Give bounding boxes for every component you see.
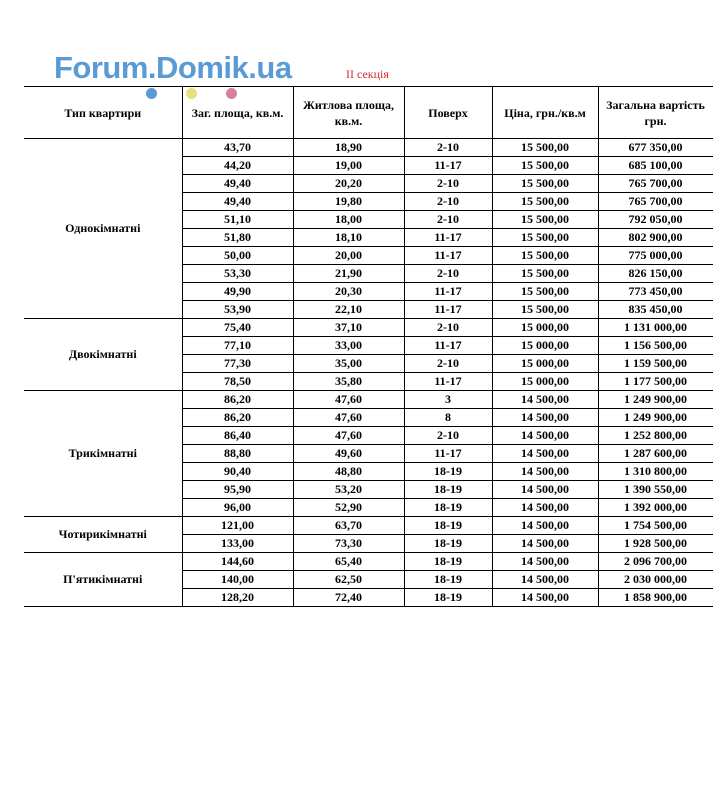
total-cost-cell: 1 858 900,00 xyxy=(598,589,713,607)
apartment-type-cell: П'ятикімнатні xyxy=(24,553,182,607)
total-area-cell: 144,60 xyxy=(182,553,293,571)
floor-cell: 18-19 xyxy=(404,499,492,517)
floor-cell: 2-10 xyxy=(404,319,492,337)
total-area-cell: 121,00 xyxy=(182,517,293,535)
table-body xyxy=(24,139,713,607)
living-area-cell: 62,50 xyxy=(293,571,404,589)
living-area-cell: 47,60 xyxy=(293,391,404,409)
floor-cell: 2-10 xyxy=(404,175,492,193)
column-header-total-area: Заг. площа, кв.м. xyxy=(182,87,293,139)
price-cell: 14 500,00 xyxy=(492,391,598,409)
site-logo: Forum.Domik.ua xyxy=(54,50,292,85)
living-area-cell: 53,20 xyxy=(293,481,404,499)
total-cost-cell: 677 350,00 xyxy=(598,139,713,157)
price-cell: 14 500,00 xyxy=(492,499,598,517)
total-area-cell: 95,90 xyxy=(182,481,293,499)
total-area-cell: 96,00 xyxy=(182,499,293,517)
floor-cell: 18-19 xyxy=(404,481,492,499)
total-cost-cell: 1 392 000,00 xyxy=(598,499,713,517)
price-cell: 14 500,00 xyxy=(492,445,598,463)
total-area-cell: 53,30 xyxy=(182,265,293,283)
floor-cell: 11-17 xyxy=(404,157,492,175)
total-cost-cell: 792 050,00 xyxy=(598,211,713,229)
price-cell: 14 500,00 xyxy=(492,589,598,607)
total-area-cell: 43,70 xyxy=(182,139,293,157)
total-cost-cell: 2 030 000,00 xyxy=(598,571,713,589)
price-cell: 14 500,00 xyxy=(492,427,598,445)
total-cost-cell: 1 928 500,00 xyxy=(598,535,713,553)
total-area-cell: 86,20 xyxy=(182,409,293,427)
price-cell: 15 500,00 xyxy=(492,247,598,265)
total-cost-cell: 1 156 500,00 xyxy=(598,337,713,355)
table-row xyxy=(24,319,713,337)
apartment-type-cell: Чотирикімнатні xyxy=(24,517,182,553)
floor-cell: 18-19 xyxy=(404,463,492,481)
living-area-cell: 35,80 xyxy=(293,373,404,391)
apartment-type-cell: Двокімнатні xyxy=(24,319,182,391)
price-cell: 14 500,00 xyxy=(492,463,598,481)
floor-cell: 2-10 xyxy=(404,265,492,283)
total-cost-cell: 1 159 500,00 xyxy=(598,355,713,373)
living-area-cell: 19,80 xyxy=(293,193,404,211)
living-area-cell: 20,00 xyxy=(293,247,404,265)
total-cost-cell: 1 131 000,00 xyxy=(598,319,713,337)
column-header-total-cost: Загальна вартість грн. xyxy=(598,87,713,139)
total-cost-cell: 773 450,00 xyxy=(598,283,713,301)
living-area-cell: 21,90 xyxy=(293,265,404,283)
total-cost-cell: 1 390 550,00 xyxy=(598,481,713,499)
price-cell: 15 500,00 xyxy=(492,283,598,301)
floor-cell: 18-19 xyxy=(404,535,492,553)
price-cell: 15 500,00 xyxy=(492,193,598,211)
total-area-cell: 49,40 xyxy=(182,193,293,211)
total-cost-cell: 1 252 800,00 xyxy=(598,427,713,445)
living-area-cell: 18,10 xyxy=(293,229,404,247)
price-cell: 15 500,00 xyxy=(492,211,598,229)
total-area-cell: 88,80 xyxy=(182,445,293,463)
floor-cell: 3 xyxy=(404,391,492,409)
total-area-cell: 90,40 xyxy=(182,463,293,481)
total-cost-cell: 765 700,00 xyxy=(598,175,713,193)
living-area-cell: 47,60 xyxy=(293,427,404,445)
column-header-living-area: Житлова площа, кв.м. xyxy=(293,87,404,139)
price-cell: 15 500,00 xyxy=(492,139,598,157)
total-cost-cell: 1 754 500,00 xyxy=(598,517,713,535)
floor-cell: 18-19 xyxy=(404,553,492,571)
apartment-type-cell: Однокімнатні xyxy=(24,139,182,319)
floor-cell: 11-17 xyxy=(404,229,492,247)
total-cost-cell: 685 100,00 xyxy=(598,157,713,175)
total-area-cell: 75,40 xyxy=(182,319,293,337)
total-cost-cell: 802 900,00 xyxy=(598,229,713,247)
living-area-cell: 37,10 xyxy=(293,319,404,337)
living-area-cell: 22,10 xyxy=(293,301,404,319)
total-area-cell: 49,40 xyxy=(182,175,293,193)
total-area-cell: 78,50 xyxy=(182,373,293,391)
floor-cell: 11-17 xyxy=(404,247,492,265)
price-cell: 15 000,00 xyxy=(492,319,598,337)
living-area-cell: 20,30 xyxy=(293,283,404,301)
floor-cell: 2-10 xyxy=(404,193,492,211)
living-area-cell: 18,90 xyxy=(293,139,404,157)
price-cell: 15 000,00 xyxy=(492,355,598,373)
total-cost-cell: 775 000,00 xyxy=(598,247,713,265)
total-cost-cell: 826 150,00 xyxy=(598,265,713,283)
total-area-cell: 128,20 xyxy=(182,589,293,607)
total-area-cell: 49,90 xyxy=(182,283,293,301)
column-header-price: Ціна, грн./кв.м xyxy=(492,87,598,139)
floor-cell: 11-17 xyxy=(404,445,492,463)
price-cell: 14 500,00 xyxy=(492,535,598,553)
total-cost-cell: 1 177 500,00 xyxy=(598,373,713,391)
living-area-cell: 63,70 xyxy=(293,517,404,535)
floor-cell: 18-19 xyxy=(404,517,492,535)
living-area-cell: 48,80 xyxy=(293,463,404,481)
price-cell: 14 500,00 xyxy=(492,409,598,427)
living-area-cell: 18,00 xyxy=(293,211,404,229)
floor-cell: 11-17 xyxy=(404,283,492,301)
floor-cell: 11-17 xyxy=(404,337,492,355)
living-area-cell: 19,00 xyxy=(293,157,404,175)
living-area-cell: 35,00 xyxy=(293,355,404,373)
column-header-floor: Поверх xyxy=(404,87,492,139)
price-cell: 15 000,00 xyxy=(492,337,598,355)
price-cell: 15 500,00 xyxy=(492,265,598,283)
total-cost-cell: 2 096 700,00 xyxy=(598,553,713,571)
living-area-cell: 72,40 xyxy=(293,589,404,607)
floor-cell: 18-19 xyxy=(404,589,492,607)
price-table xyxy=(24,86,713,607)
living-area-cell: 49,60 xyxy=(293,445,404,463)
price-cell: 14 500,00 xyxy=(492,517,598,535)
total-cost-cell: 835 450,00 xyxy=(598,301,713,319)
floor-cell: 2-10 xyxy=(404,211,492,229)
total-area-cell: 53,90 xyxy=(182,301,293,319)
floor-cell: 8 xyxy=(404,409,492,427)
price-cell: 15 500,00 xyxy=(492,301,598,319)
table-row xyxy=(24,553,713,571)
floor-cell: 18-19 xyxy=(404,571,492,589)
total-cost-cell: 1 249 900,00 xyxy=(598,391,713,409)
total-cost-cell: 765 700,00 xyxy=(598,193,713,211)
floor-cell: 2-10 xyxy=(404,427,492,445)
price-cell: 15 500,00 xyxy=(492,157,598,175)
price-cell: 14 500,00 xyxy=(492,571,598,589)
total-area-cell: 133,00 xyxy=(182,535,293,553)
price-cell: 15 500,00 xyxy=(492,175,598,193)
total-area-cell: 51,80 xyxy=(182,229,293,247)
living-area-cell: 52,90 xyxy=(293,499,404,517)
total-area-cell: 140,00 xyxy=(182,571,293,589)
floor-cell: 2-10 xyxy=(404,139,492,157)
total-area-cell: 50,00 xyxy=(182,247,293,265)
price-cell: 15 500,00 xyxy=(492,229,598,247)
living-area-cell: 20,20 xyxy=(293,175,404,193)
floor-cell: 2-10 xyxy=(404,355,492,373)
price-cell: 14 500,00 xyxy=(492,553,598,571)
total-area-cell: 86,40 xyxy=(182,427,293,445)
total-area-cell: 86,20 xyxy=(182,391,293,409)
table-row xyxy=(24,517,713,535)
table-row xyxy=(24,391,713,409)
total-area-cell: 51,10 xyxy=(182,211,293,229)
total-cost-cell: 1 310 800,00 xyxy=(598,463,713,481)
price-cell: 14 500,00 xyxy=(492,481,598,499)
total-cost-cell: 1 249 900,00 xyxy=(598,409,713,427)
table-row xyxy=(24,139,713,157)
floor-cell: 11-17 xyxy=(404,301,492,319)
section-label: II секція xyxy=(346,67,389,81)
floor-cell: 11-17 xyxy=(404,373,492,391)
living-area-cell: 47,60 xyxy=(293,409,404,427)
living-area-cell: 65,40 xyxy=(293,553,404,571)
column-header-type: Тип квартири xyxy=(24,87,182,139)
living-area-cell: 33,00 xyxy=(293,337,404,355)
total-area-cell: 44,20 xyxy=(182,157,293,175)
total-area-cell: 77,30 xyxy=(182,355,293,373)
price-cell: 15 000,00 xyxy=(492,373,598,391)
total-area-cell: 77,10 xyxy=(182,337,293,355)
apartment-type-cell: Трикімнатні xyxy=(24,391,182,517)
living-area-cell: 73,30 xyxy=(293,535,404,553)
table-header-row xyxy=(24,87,713,139)
total-cost-cell: 1 287 600,00 xyxy=(598,445,713,463)
